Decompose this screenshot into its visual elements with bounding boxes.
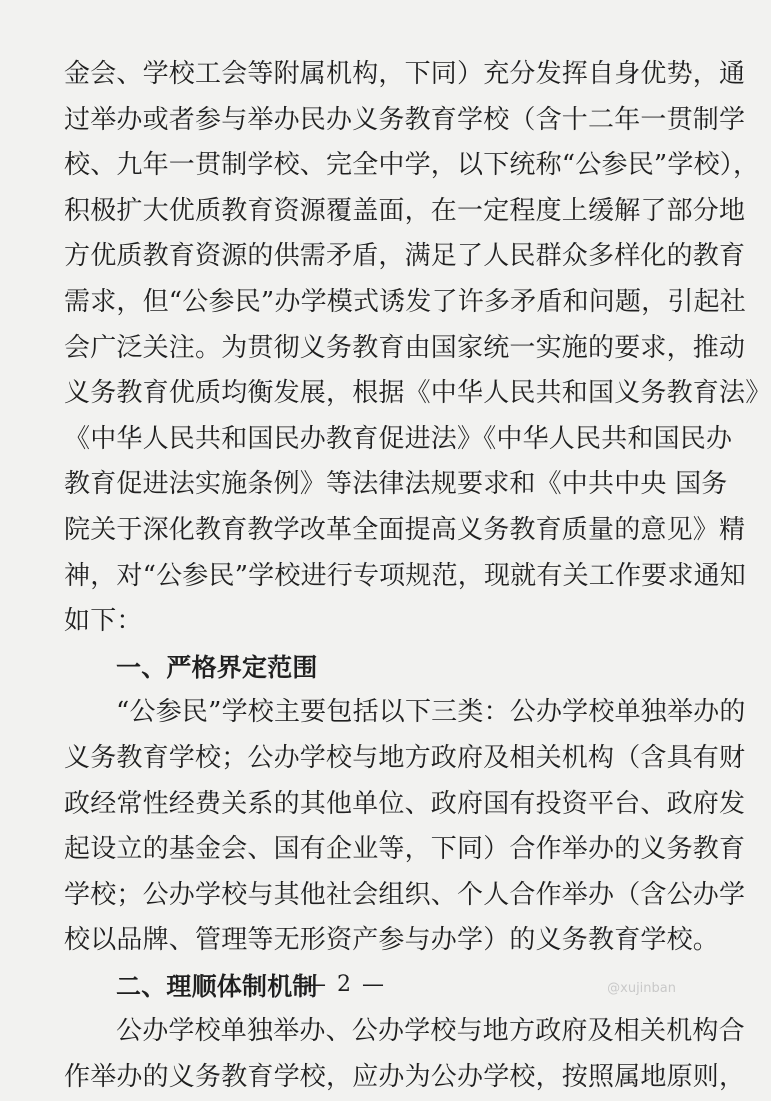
paragraph-line: 起设立的基金会、国有企业等，下同）合作举办的义务教育 — [64, 834, 746, 865]
paragraph-line: 学校；公办学校与其他社会组织、个人合作举办（含公办学 — [64, 879, 746, 910]
paragraph-line: 金会、学校工会等附属机构，下同）充分发挥自身优势，通 — [64, 59, 746, 89]
paragraph-line: 教育促进法实施条例》等法律法规要求和《中共中央 国务 — [64, 469, 728, 500]
paragraph-line: 如下： — [64, 606, 143, 637]
paragraph-line: 方优质教育资源的供需矛盾，满足了人民群众多样化的教育 — [64, 241, 746, 272]
paragraph-line: 积极扩大优质教育资源覆盖面，在一定程度上缓解了部分地 — [64, 195, 746, 226]
paragraph-line: 义务教育学校；公办学校与地方政府及相关机构（含具有财 — [64, 742, 746, 773]
paragraph-line: “公参民”学校主要包括以下三类：公办学校单独举办的 — [116, 697, 746, 728]
paragraph-line: 作举办的义务教育学校，应办为公办学校，按照属地原则， — [64, 1062, 746, 1093]
paragraph-line: 会广泛关注。为贯彻义务教育由国家统一实施的要求，推动 — [64, 332, 746, 363]
paragraph-line: 需求，但“公参民”办学模式诱发了许多矛盾和问题，引起社 — [64, 286, 746, 317]
paragraph-line: 校以品牌、管理等无形资产参与办学）的义务教育学校。 — [64, 925, 720, 956]
watermark: @xujinban — [607, 981, 676, 996]
paragraph-line: 过举办或者参与举办民办义务教育学校（含十二年一贯制学 — [64, 104, 746, 135]
paragraph-line: 神，对“公参民”学校进行专项规范，现就有关工作要求通知 — [64, 560, 746, 591]
section-heading: 二、理顺体制机制 — [116, 971, 318, 1001]
paragraph-line: 公办学校单独举办、公办学校与地方政府及相关机构合 — [116, 1016, 745, 1047]
section-heading: 一、严格界定范围 — [116, 652, 318, 682]
paragraph-line: 义务教育优质均衡发展，根据《中华人民共和国义务教育法》 — [64, 378, 771, 409]
page-number: — 2 — — [304, 972, 386, 997]
paragraph-line: 院关于深化教育教学改革全面提高义务教育质量的意见》精 — [64, 514, 746, 545]
paragraph-line: 校、九年一贯制学校、完全中学，以下统称“公参民”学校）， — [64, 150, 760, 181]
paragraph-line: 《中华人民共和国民办教育促进法》《中华人民共和国民办 — [64, 423, 733, 454]
paragraph-line: 政经常性经费关系的其他单位、政府国有投资平台、政府发 — [64, 788, 746, 819]
